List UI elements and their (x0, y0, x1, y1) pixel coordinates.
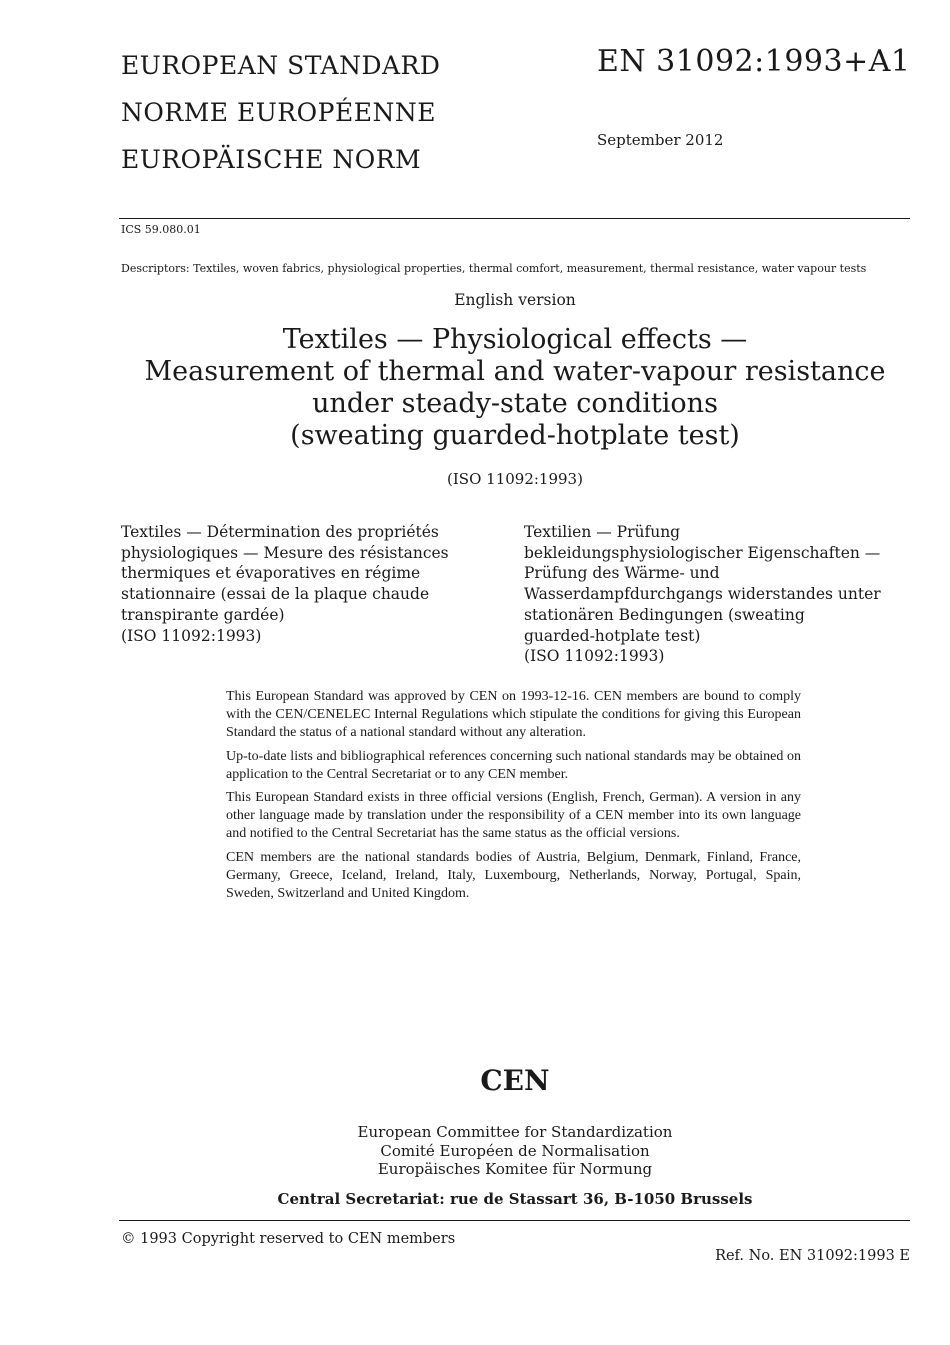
ics-code: ICS 59.080.01 (121, 223, 201, 236)
french-title (121, 522, 491, 646)
standard-title-french: NORME EUROPÉENNE (121, 98, 436, 127)
publication-date: September 2012 (597, 131, 724, 149)
notice-paragraph: Up-to-date lists and bibliographical references concerning such national standards may be obtained on application to the Central Secretariat or to any CEN member. (226, 748, 801, 782)
french-title-line: physiologiques — Mesure des résistances (121, 543, 449, 562)
standard-title-german: EUROPÄISCHE NORM (121, 145, 422, 174)
notice-paragraph: This European Standard exists in three official versions (English, French, German). A version in any other language made by translation under the responsibility of a CEN member into its own language and notified to the Central Secretariat has the same status as the official versions. (226, 790, 801, 842)
german-title-line: Textilien — Prüfung (524, 523, 681, 541)
standard-title-block (121, 42, 440, 183)
german-title (524, 522, 914, 667)
german-title-line: Wasserdampfdurchgangs widerstandes unter (524, 585, 881, 604)
central-secretariat: Central Secretariat: rue de Stassart 36, B-1050 Brussels (277, 1190, 753, 1208)
descriptors: Descriptors: Textiles, woven fabrics, physiological properties, thermal comfort, measurement, thermal resistance, water vapour tests (121, 262, 867, 275)
committee-name-english: European Committee for Standardization (357, 1123, 673, 1141)
main-title (0, 324, 950, 452)
french-title-line: Textiles — Détermination des propriétés (121, 523, 439, 541)
notice-paragraph: CEN members are the national standards bodies of Austria, Belgium, Denmark, Finland, France, Germany, Greece, Iceland, Ireland, Italy, Luxembourg, Netherlands, Norway, Portugal, Spain, Sweden, Switzerland and United Kingdom. (226, 849, 801, 902)
committee-name-german: Europäisches Komitee für Normung (377, 1160, 653, 1178)
reference-number: Ref. No. EN 31092:1993 E (715, 1248, 910, 1264)
german-title-line: guarded-hotplate test) (524, 626, 701, 645)
standard-title-english: EUROPEAN STANDARD (121, 51, 441, 80)
cen-acronym: CEN (480, 1064, 550, 1097)
german-title-line: (ISO 11092:1993) (524, 647, 665, 666)
approval-notice (226, 688, 801, 908)
committee-name-french: Comité Européen de Normalisation (380, 1141, 650, 1160)
main-title-line: (sweating guarded-hotplate test) (290, 420, 740, 451)
main-title-line: under steady-state conditions (312, 388, 718, 419)
main-title-line: Textiles — Physiological effects — (282, 324, 748, 355)
main-title-line: Measurement of thermal and water-vapour resistance (144, 356, 886, 387)
german-title-line: Prüfung des Wärme- und (524, 564, 720, 583)
german-title-line: bekleidungsphysiologischer Eigenschaften — (524, 543, 881, 562)
copyright-notice: © 1993 Copyright reserved to CEN members (121, 1231, 456, 1247)
standard-number: EN 31092:1993+A1 (597, 44, 911, 79)
french-title-line: transpirante gardée) (121, 605, 285, 624)
french-title-line: thermiques et évaporatives en régime (121, 564, 421, 583)
language-version: English version (454, 291, 576, 309)
committee-names (0, 1123, 950, 1179)
german-title-line: stationären Bedingungen (sweating (524, 605, 805, 624)
header-divider (119, 218, 910, 219)
notice-paragraph: This European Standard was approved by CEN on 1993-12-16. CEN members are bound to comply with the CEN/CENELEC Internal Regulations which stipulate the conditions for giving this European Standard the status of a national standard without any alteration. (226, 689, 801, 741)
french-title-line: (ISO 11092:1993) (121, 626, 262, 645)
footer-divider (119, 1220, 910, 1221)
french-title-line: stationnaire (essai de la plaque chaude (121, 585, 430, 604)
iso-reference: (ISO 11092:1993) (447, 470, 583, 488)
